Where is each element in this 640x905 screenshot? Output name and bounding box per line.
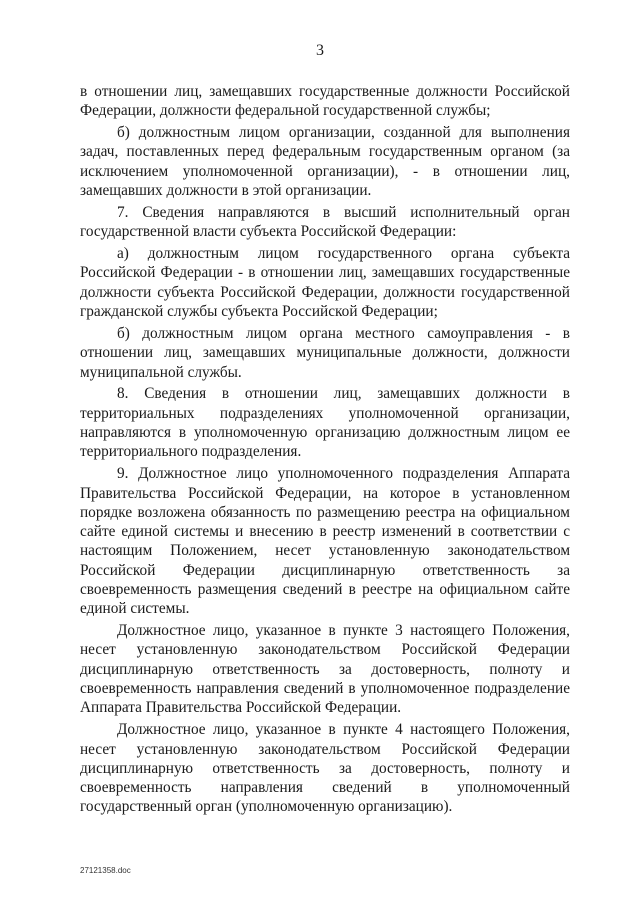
paragraph-7: 9. Должностное лицо уполномоченного подразделения Аппарата Правительства Российской Федерации, на которое в установленном порядке возложена обязанность по размещению реестра на официальном сайте единой системы и внесению в реестр изменений в соответствии с настоящим Положением, несет установленную законодательством Российской Федерации дисциплинарную ответственность за своевременность размещения сведений в реестре на официальном сайте единой системы.: [80, 465, 570, 618]
document-body: [80, 82, 570, 819]
paragraph-2: б) должностным лицом организации, созданной для выполнения задач, поставленных перед федеральным государственным органом (за исключением уполномоченной организации), - в отношении лиц, замещавших должности в этой организации.: [80, 124, 570, 200]
paragraph-3: 7. Сведения направляются в высший исполнительный орган государственной власти субъекта Российской Федерации:: [80, 203, 570, 241]
paragraph-6: 8. Сведения в отношении лиц, замещавших должности в территориальных подразделениях уполномоченной организации, направляются в уполномоченную организацию должностным лицом ее территориального подразделения.: [80, 385, 570, 461]
paragraph-9: Должностное лицо, указанное в пункте 4 настоящего Положения, несет установленную законодательством Российской Федерации дисциплинарную ответственность за достоверность, полноту и своевременность направления сведений в уполномоченный государственный орган (уполномоченную организацию).: [80, 721, 570, 816]
paragraph-8: Должностное лицо, указанное в пункте 3 настоящего Положения, несет установленную законодательством Российской Федерации дисциплинарную ответственность за достоверность, полноту и своевременность направления сведений в уполномоченное подразделение Аппарата Правительства Российской Федерации.: [80, 622, 570, 717]
footer-file-name: 27121358.doc: [80, 866, 131, 875]
page-number: 3: [316, 42, 324, 59]
paragraph-4: а) должностным лицом государственного органа субъекта Российской Федерации - в отношении лиц, замещавших государственные должности субъекта Российской Федерации, должности государственной гражданской службы субъекта Российской Федерации;: [80, 245, 570, 321]
paragraph-5: б) должностным лицом органа местного самоуправления - в отношении лиц, замещавших муниципальные должности, должности муниципальной службы.: [80, 324, 570, 381]
paragraph-1: в отношении лиц, замещавших государственные должности Российской Федерации, должности федеральной государственной службы;: [80, 83, 570, 120]
